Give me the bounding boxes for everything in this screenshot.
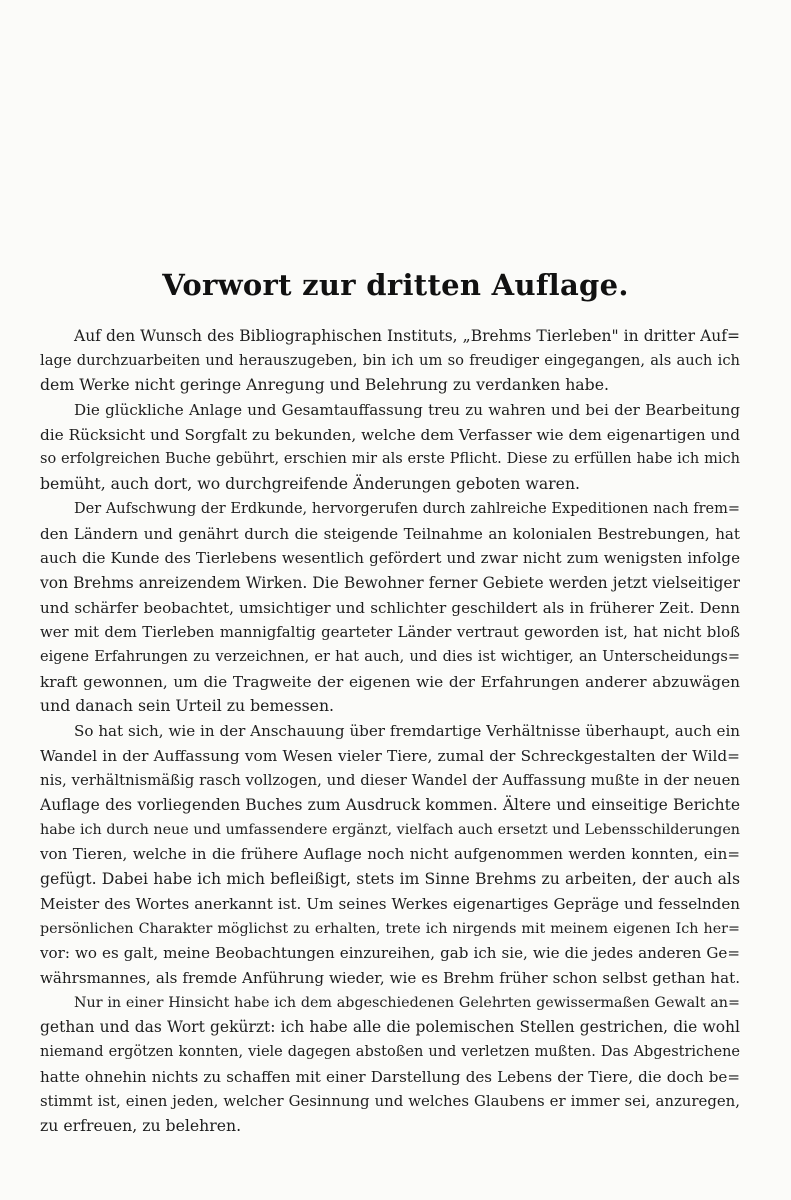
preface-body	[40, 324, 740, 1139]
text-line: Nur in einer Hinsicht habe ich dem abgeschiedenen Gelehrten gewissermaßen Gewalt an=	[74, 994, 740, 1011]
text-line: und danach sein Urteil zu bemessen.	[40, 696, 335, 716]
paragraph	[40, 991, 740, 1139]
text-line: nis, verhältnismäßig rasch vollzogen, und dieser Wandel der Auffassung mußte in der neuen	[40, 771, 740, 790]
text-line: wer mit dem Tierleben mannigfaltig gearteter Länder vertraut geworden ist, hat nicht bloß	[40, 623, 740, 642]
text-line: die Rücksicht und Sorgfalt zu bekunden, welche dem Verfasser wie dem eigenartigen und	[40, 425, 740, 444]
text-line: Der Aufschwung der Erdkunde, hervorgerufen durch zahlreiche Expeditionen nach frem=	[74, 500, 740, 517]
paragraph	[40, 398, 740, 497]
text-line: niemand ergötzen konnten, viele dagegen abstoßen und verletzen mußten. Das Abgestrichene	[40, 1043, 740, 1060]
text-line: Die glückliche Anlage und Gesamtauffassung treu zu wahren und bei der Bearbeitung	[74, 401, 740, 420]
text-line: Auf den Wunsch des Bibliographischen Instituts, „Brehms Tierleben" in dritter Auf=	[74, 327, 740, 345]
paragraph	[40, 719, 740, 991]
text-line: zu erfreuen, zu belehren.	[40, 1116, 242, 1135]
text-line: hatte ohnehin nichts zu schaffen mit einer Darstellung des Lebens der Tiere, die doch be=	[40, 1067, 740, 1086]
text-line: währsmannes, als fremde Anführung wieder, wie es Brehm früher schon selbst gethan hat.	[40, 968, 740, 987]
text-line: So hat sich, wie in der Anschauung über fremdartige Verhältnisse überhaupt, auch ein	[74, 722, 740, 740]
page-title: Vorwort zur dritten Auflage.	[162, 268, 629, 302]
text-line: Auflage des vorliegenden Buches zum Ausdruck kommen. Ältere und einseitige Berichte	[40, 796, 740, 815]
text-line: gethan und das Wort gekürzt: ich habe alle die polemischen Stellen gestrichen, die wohl	[40, 1018, 740, 1037]
text-line: persönlichen Charakter möglichst zu erhalten, trete ich nirgends mit meinem eigenen Ich her=	[40, 920, 740, 937]
text-line: dem Werke nicht geringe Anregung und Belehrung zu verdanken habe.	[40, 375, 609, 395]
text-line: von Tieren, welche in die frühere Auflage noch nicht aufgenommen werden konnten, ein=	[40, 845, 740, 864]
paragraph	[40, 324, 740, 398]
text-line: und schärfer beobachtet, umsichtiger und schlichter geschildert als in früherer Zeit. Denn	[40, 598, 740, 617]
text-line: eigene Erfahrungen zu verzeichnen, er hat auch, und dies ist wichtiger, an Unterscheidungs=	[40, 648, 740, 665]
text-line: kraft gewonnen, um die Tragweite der eigenen wie der Erfahrungen anderer abzuwägen	[40, 672, 740, 691]
text-line: stimmt ist, einen jeden, welcher Gesinnung und welches Glaubens er immer sei, anzuregen,	[40, 1092, 740, 1111]
text-line: Meister des Wortes anerkannt ist. Um seines Werkes eigenartiges Gepräge und fesselnden	[40, 894, 740, 913]
text-line: auch die Kunde des Tierlebens wesentlich gefördert und zwar nicht zum wenigsten infolge	[40, 549, 740, 568]
paragraph	[40, 497, 740, 719]
text-line: von Brehms anreizendem Wirken. Die Bewohner ferner Gebiete werden jetzt vielseitiger	[40, 573, 740, 592]
text-line: habe ich durch neue und umfassendere ergänzt, vielfach auch ersetzt und Lebensschilderungen	[40, 821, 740, 838]
text-line: lage durchzuarbeiten und herauszugeben, bin ich um so freudiger eingegangen, als auch ich	[40, 351, 740, 369]
text-line: so erfolgreichen Buche gebührt, erschien mir als erste Pflicht. Diese zu erfüllen habe ich mich	[40, 451, 740, 468]
text-line: gefügt. Dabei habe ich mich befleißigt, stets im Sinne Brehms zu arbeiten, der auch als	[40, 869, 740, 889]
text-line: den Ländern und genährt durch die steigende Teilnahme an kolonialen Bestrebungen, hat	[40, 524, 740, 543]
text-line: bemüht, auch dort, wo durchgreifende Änderungen geboten waren.	[40, 474, 581, 494]
text-line: vor: wo es galt, meine Beobachtungen einzureihen, gab ich sie, wie die jedes anderen Ge=	[40, 944, 740, 963]
text-line: Wandel in der Auffassung vom Wesen vieler Tiere, zumal der Schreckgestalten der Wild=	[40, 746, 740, 765]
